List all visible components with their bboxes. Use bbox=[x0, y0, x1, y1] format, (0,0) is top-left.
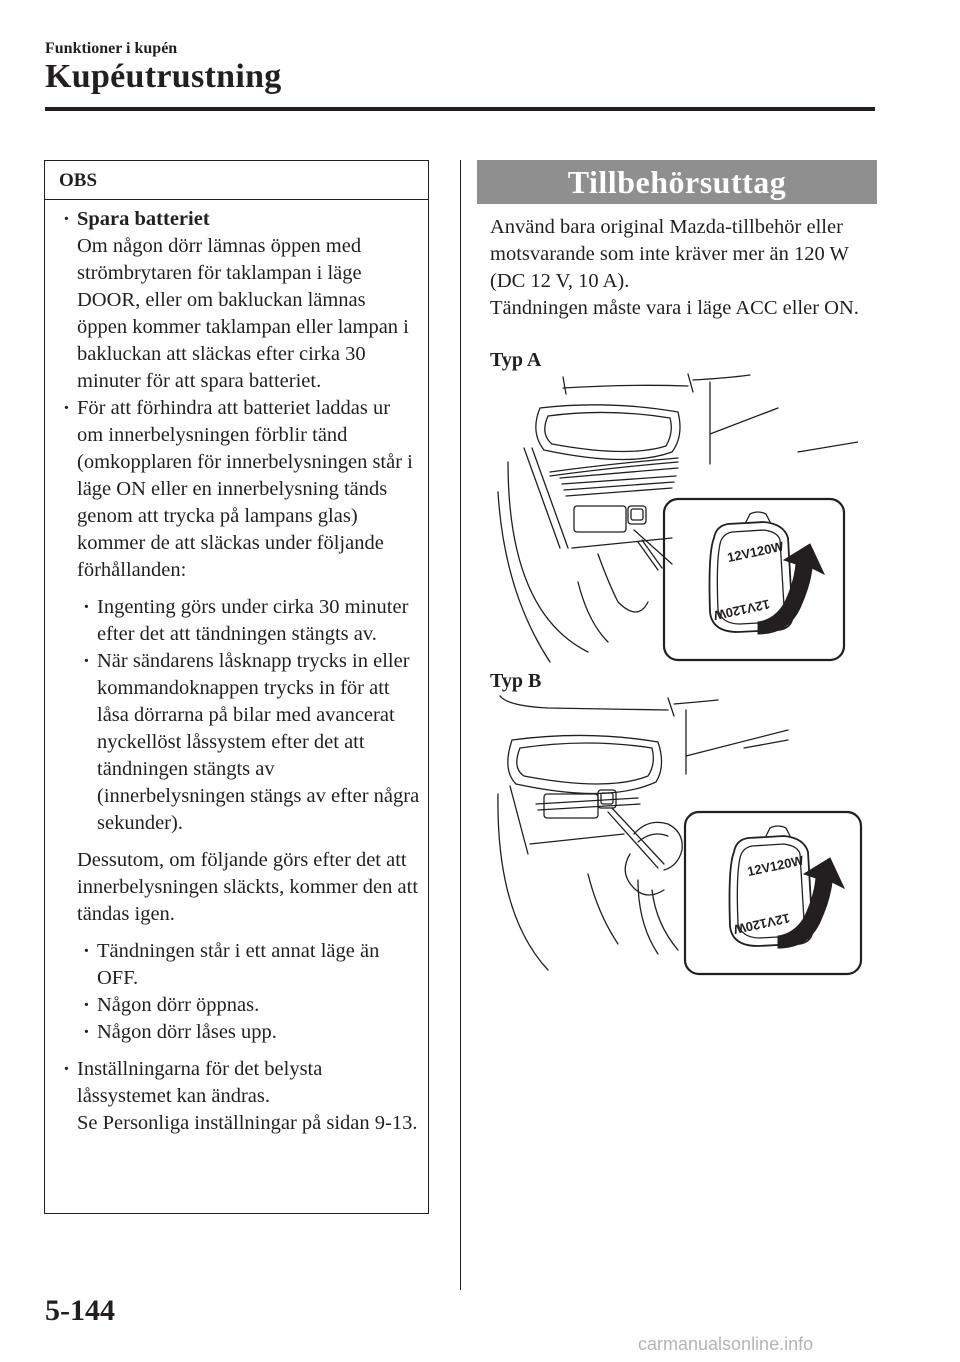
relight-text: Dessutom, om följande görs efter det att innerbelysningen släckts, kommer den att tändas igen. bbox=[77, 849, 419, 925]
on-conditions-list bbox=[45, 938, 428, 1046]
typ-a-illustration bbox=[488, 372, 858, 664]
note-item-battery bbox=[45, 206, 428, 395]
cap-label-bottom: 12V120W bbox=[712, 596, 772, 624]
list-item: · När sändarens låsknapp trycks in eller kommandoknappen trycks in för att låsa dörrarna på bilar med avancerat nyckellöst låssystem efter det att tändningen stängts av (innerbelysningen stängs av efter några sekunder). bbox=[45, 648, 428, 837]
accessory-socket-title: Tillbehörsuttag bbox=[477, 160, 877, 204]
watermark: carmanualsonline.info bbox=[638, 1334, 814, 1354]
typ-b-illustration bbox=[488, 694, 863, 976]
settings-reference: Se Personliga inställningar på sidan 9-13. bbox=[77, 1112, 418, 1134]
note-item-settings bbox=[45, 1056, 428, 1137]
list-item: · Någon dörr låses upp. bbox=[45, 1019, 428, 1046]
off-conditions-list bbox=[45, 594, 428, 837]
list-item: · Tändningen står i ett annat läge än OFF. bbox=[45, 938, 428, 992]
note-item-discharge bbox=[45, 395, 428, 584]
note-heading: OBS bbox=[45, 161, 428, 200]
accessory-paragraph-2: Tändningen måste vara i läge ACC eller ON. bbox=[490, 297, 859, 319]
battery-title: Spara batteriet bbox=[77, 208, 210, 230]
page-number: 5-144 bbox=[45, 1294, 115, 1327]
list-item: · Någon dörr öppnas. bbox=[45, 992, 428, 1019]
discharge-text: För att förhindra att batteriet laddas ur om innerbelysningen förblir tänd (omkopplaren för innerbelysningen står i läge ON eller en innerbelysning tänds genom att trycka på lampans glas) kommer de att släckas under följande förhållanden: bbox=[77, 397, 413, 581]
note-box bbox=[44, 160, 429, 1214]
battery-text: Om någon dörr lämnas öppen med strömbrytaren för taklampan i läge DOOR, eller om bakluckan lämnas öppen kommer taklampan eller lampan i bakluckan att släckas efter cirka 30 minuter för att spara batteriet. bbox=[77, 235, 409, 392]
column-divider bbox=[460, 160, 461, 1290]
page-title: Kupéutrustning bbox=[45, 58, 282, 95]
cap-label-top: 12V120W bbox=[745, 852, 805, 880]
section-label: Funktioner i kupén bbox=[45, 40, 178, 57]
settings-text: Inställningarna för det belysta låssystemet kan ändras. bbox=[77, 1058, 323, 1107]
accessory-text bbox=[490, 214, 880, 322]
cap-label-bottom: 12V120W bbox=[732, 910, 792, 938]
note-body bbox=[45, 200, 428, 1137]
list-item: · Ingenting görs under cirka 30 minuter efter det att tändningen stängts av. bbox=[45, 594, 428, 648]
cap-label-top: 12V120W bbox=[725, 538, 785, 566]
header-rule bbox=[45, 107, 875, 111]
accessory-paragraph-1: Använd bara original Mazda-tillbehör eller motsvarande som inte kräver mer än 120 W (DC 12 V, 10 A). bbox=[490, 216, 849, 292]
typ-b-label: Typ B bbox=[490, 670, 542, 692]
typ-a-label: Typ A bbox=[490, 349, 542, 371]
